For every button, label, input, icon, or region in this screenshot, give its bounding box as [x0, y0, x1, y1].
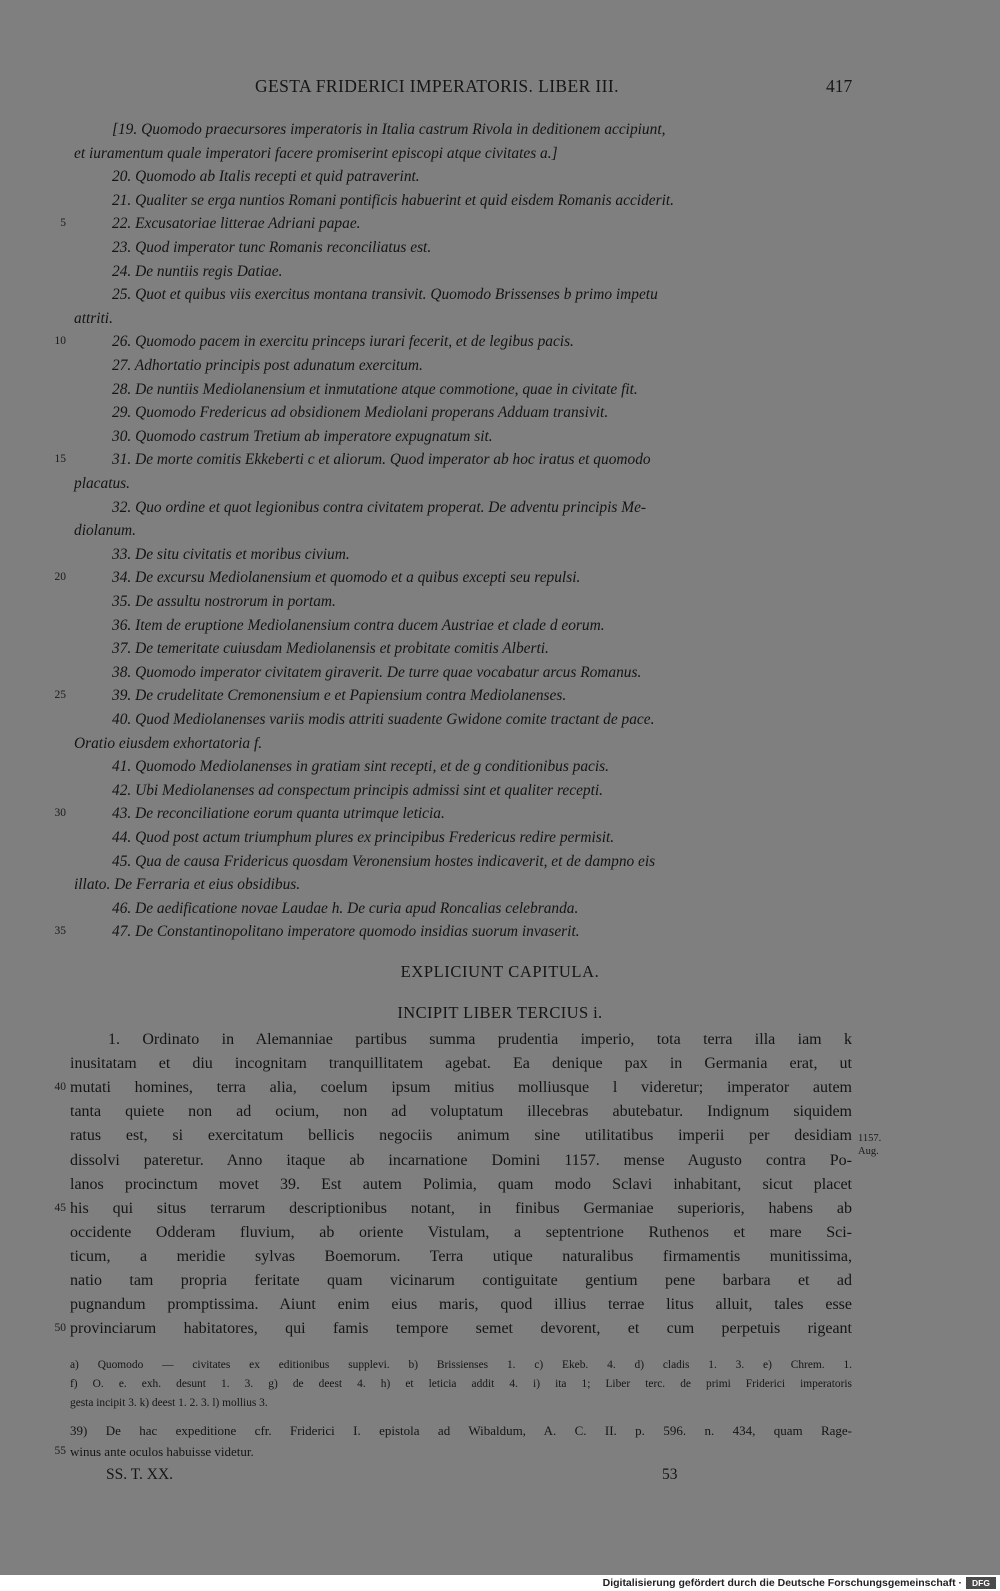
chapter-entry: 32. Quo ordine et quot legionibus contra civitatem properat. De adventu principis Me- [112, 498, 647, 516]
chapter-entry: 43. De reconciliatione eorum quanta utrimque leticia. [112, 805, 445, 823]
chapter-entry: 36. Item de eruptione Mediolanensium contra ducem Austriae et clade d eorum. [112, 616, 605, 634]
chapter-entry: 21. Qualiter se erga nuntios Romani pontificis habuerint et quid eisdem Romanis acciderit. [112, 191, 674, 209]
note-line: winus ante oculos habuisse videtur. [70, 1444, 254, 1459]
chapter-entry: 35. De assultu nostrorum in portam. [112, 593, 336, 610]
chapter-entry: 38. Quomodo imperator civitatem giraverit. De turre quae vocabatur arcus Romanus. [112, 663, 642, 681]
chapter-entry: 44. Quod post actum triumphum plures ex principibus Fredericus redire permisit. [112, 829, 615, 846]
chapter-entry: 28. De nuntiis Mediolanensium et inmutatione atque commotione, quae in civitate fit. [112, 380, 638, 398]
line-number: 20 [54, 571, 66, 584]
digitization-credit-bar [0, 1575, 1000, 1591]
footnote-line: a) Quomodo — civitates ex editionibus supplevi. b) Brissienses 1. c) Ekeb. 4. d) cladis 1. 3. e) Chrem. 1. [70, 1359, 852, 1371]
text-line: his qui situs terrarum descriptionibus notant, in finibus Germaniae superioris, habens ab [70, 1199, 852, 1217]
line-number: 55 [54, 1445, 66, 1457]
explicit-heading: EXPLICIUNT CAPITULA. [400, 962, 600, 981]
margin-month: Aug. [858, 1146, 879, 1157]
footnote-line: gesta incipit 3. k) deest 1. 2. 3. l) mollius 3. [70, 1397, 268, 1409]
text-line: ticum, a meridie sylvas Boemorum. Terra utique naturalibus firmamentis munitissima, [70, 1247, 852, 1265]
chapter-entry: attriti. [74, 309, 113, 327]
chapter-entry: 39. De crudelitate Cremonensium e et Papiensium contra Mediolanenses. [112, 687, 567, 705]
chapter-entry: 20. Quomodo ab Italis recepti et quid patraverint. [112, 168, 420, 186]
chapter-entry: 30. Quomodo castrum Tretium ab imperatore expugnatum sit. [112, 427, 493, 445]
text-line: mutati homines, terra alia, coelum ipsum mitius molliusque l videretur; imperator autem [70, 1079, 852, 1097]
page-footer [0, 1466, 1000, 1488]
chapter-entry: 23. Quod imperator tunc Romanis reconciliatus est. [112, 239, 432, 256]
footnote-line: f) O. e. exh. desunt 1. 3. g) de deest 4. h) et leticia addit 4. i) ita 1; Liber terc. de primi Friderici imperatoris [70, 1378, 852, 1390]
incipit-heading: INCIPIT LIBER TERCIUS i. [397, 1003, 603, 1022]
page-number: 417 [826, 76, 853, 96]
text-line: occidente Odderam fluvium, ab oriente Vistulam, a septentrione Ruthenos et mare Sci- [70, 1223, 852, 1241]
line-number: 35 [54, 925, 66, 938]
chapter-entry: 22. Excusatoriae litterae Adriani papae. [112, 215, 361, 233]
chapter-entry: diolanum. [74, 522, 136, 540]
running-header [0, 76, 1000, 100]
line-number: 45 [54, 1201, 66, 1214]
margin-year: 1157. [858, 1133, 882, 1144]
text-line: inusitatam et diu incognitam tranquillitatem agebat. Ea denique pax in Germania erat, ut [70, 1055, 852, 1073]
text-line: natio tam propria feritate quam vicinarum contiguitate gentium pene barbara et ad [70, 1272, 852, 1289]
chapter-entry: 25. Quot et quibus viis exercitus montana transivit. Quomodo Brissenses b primo impetu [112, 286, 658, 304]
line-number: 40 [54, 1081, 66, 1094]
running-title: GESTA FRIDERICI IMPERATORIS. LIBER III. [255, 76, 619, 96]
text-line: pugnandum promptissima. Aiunt enim eius maris, quod illius terrae litus alluit, tales esse [70, 1296, 852, 1314]
text-line: lanos procinctum movet 39. Est autem Polimia, quam modo Sclavi inhabitant, sicut placet [70, 1175, 852, 1193]
chapter-entry: 37. De temeritate cuiusdam Mediolanensis et probitate comitis Alberti. [112, 640, 549, 658]
chapter-entry: 41. Quomodo Mediolanenses in gratiam sint recepti, et de g conditionibus pacis. [112, 758, 610, 776]
line-number: 10 [54, 335, 66, 348]
chapter-entry: [19. Quomodo praecursores imperatoris in Italia castrum Rivola in deditionem accipiunt, [112, 121, 666, 138]
text-line: provinciarum habitatores, qui famis tempore semet devorent, et cum perpetuis rigeant [70, 1320, 852, 1338]
line-number: 30 [54, 807, 66, 820]
note-line: 39) De hac expeditione cfr. Friderici I. epistola ad Wibaldum, A. C. II. p. 596. n. 434, quam Rage- [70, 1423, 852, 1438]
chapter-entry: et iuramentum quale imperatori facere promiserint episcopi atque civitates a.] [74, 144, 558, 162]
text-line: tanta quiete non ad ocium, non ad voluptatum illecebras abutebatur. Indignum siquidem [70, 1103, 852, 1121]
volume-signature: SS. T. XX. [106, 1466, 174, 1483]
chapter-entry: 27. Adhortatio principis post adunatum exercitum. [112, 357, 423, 374]
chapter-entry: illato. De Ferraria et eius obsidibus. [74, 876, 301, 894]
chapter-entry: 34. De excursu Mediolanensium et quomodo et a quibus excepti seu repulsi. [112, 569, 581, 587]
chapter-entry: 46. De aedificatione novae Laudae h. De curia apud Roncalias celebranda. [112, 899, 579, 917]
chapter-entry: 24. De nuntiis regis Datiae. [112, 262, 283, 280]
chapter-entry: 29. Quomodo Fredericus ad obsidionem Mediolani properans Adduam transivit. [112, 404, 609, 422]
line-number: 5 [60, 217, 66, 230]
chapter-entry: 31. De morte comitis Ekkeberti c et aliorum. Quod imperator ab hoc iratus et quomodo [112, 451, 651, 469]
line-number: 15 [54, 453, 66, 466]
chapter-entry: 45. Qua de causa Fridericus quosdam Veronensium hostes indicaverit, et de dampno eis [112, 852, 656, 870]
text-line: dissolvi pateretur. Anno itaque ab incarnatione Domini 1157. mense Augusto contra Po- [70, 1151, 852, 1169]
chapter-entry: 33. De situ civitatis et moribus civium. [112, 545, 350, 563]
line-number: 25 [54, 689, 66, 702]
chapter-entry: 26. Quomodo pacem in exercitu princeps iurari fecerit, et de legibus pacis. [112, 333, 574, 351]
dfg-credit-text: Digitalisierung gefördert durch die Deutsche Forschungsgemeinschaft · [602, 1577, 962, 1589]
chapter-entry: Oratio eiusdem exhortatoria f. [74, 734, 263, 752]
sheet-number: 53 [662, 1466, 678, 1483]
line-number: 50 [54, 1322, 66, 1335]
text-line: 1. Ordinato in Alemanniae partibus summa prudentia imperio, tota terra illa iam k [108, 1031, 852, 1048]
text-line: ratus est, si exercitatum bellicis negociis animum sine utilitatibus imperii per desidiam [70, 1127, 852, 1145]
chapter-entry: placatus. [74, 475, 131, 492]
dfg-logo-icon: DFG [966, 1577, 996, 1589]
chapter-entry: 47. De Constantinopolitano imperatore quomodo insidias suorum invaserit. [112, 923, 580, 941]
chapter-entry: 42. Ubi Mediolanenses ad conspectum principis admissi sint et qualiter recepti. [112, 781, 604, 799]
chapter-entry: 40. Quod Mediolanenses variis modis attriti suadente Gwidone comite tractant de pace. [112, 711, 655, 728]
